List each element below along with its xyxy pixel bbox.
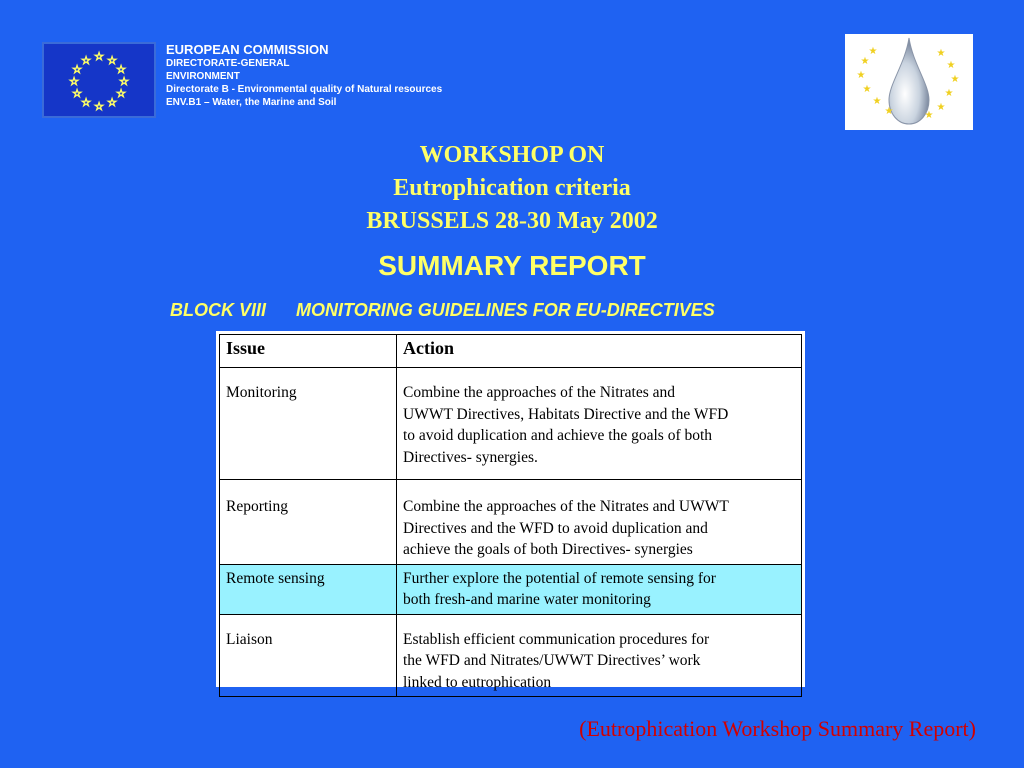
issue-cell: Remote sensing bbox=[220, 564, 397, 614]
issues-table-container bbox=[216, 331, 805, 691]
directorate-name: Directorate B - Environmental quality of Natural resources bbox=[166, 84, 443, 95]
issue-cell: Monitoring bbox=[220, 368, 397, 480]
action-line: Combine the approaches of the Nitrates and bbox=[403, 384, 676, 401]
svg-text:★: ★ bbox=[950, 74, 960, 85]
footer-caption: (Eutrophication Workshop Summary Report) bbox=[579, 716, 976, 741]
block-label: BLOCK VIII bbox=[170, 300, 267, 320]
svg-text:☆: ☆ bbox=[69, 76, 79, 88]
svg-text:★: ★ bbox=[936, 48, 946, 59]
table-row bbox=[220, 480, 802, 565]
action-line: Combine the approaches of the Nitrates and UWWT bbox=[403, 498, 729, 515]
org-name: EUROPEAN COMMISSION bbox=[166, 42, 329, 57]
workshop-location-date: BRUSSELS 28-30 May 2002 bbox=[366, 208, 658, 234]
table-row bbox=[220, 614, 802, 697]
table-row bbox=[220, 564, 802, 614]
action-line: Directives- synergies. bbox=[403, 448, 538, 466]
svg-text:★: ★ bbox=[856, 70, 866, 81]
action-cell bbox=[397, 614, 802, 697]
workshop-topic: Eutrophication criteria bbox=[393, 175, 631, 201]
action-cell bbox=[397, 480, 802, 565]
block-title: MONITORING GUIDELINES FOR EU-DIRECTIVES bbox=[296, 300, 715, 320]
dept-name: ENVIRONMENT bbox=[166, 71, 240, 82]
workshop-title: WORKSHOP ON bbox=[419, 142, 605, 168]
svg-text:☆: ☆ bbox=[119, 76, 129, 88]
svg-text:★: ★ bbox=[944, 88, 954, 99]
svg-text:★: ★ bbox=[884, 106, 894, 117]
svg-text:☆: ☆ bbox=[107, 55, 117, 67]
svg-text:★: ★ bbox=[868, 46, 878, 57]
action-line: to avoid duplication and achieve the goals of both bbox=[403, 427, 713, 444]
action-column-header: Action bbox=[397, 335, 802, 368]
svg-text:★: ★ bbox=[862, 84, 872, 95]
svg-text:☆: ☆ bbox=[72, 88, 82, 100]
svg-text:☆: ☆ bbox=[116, 88, 126, 100]
action-line: Further explore the potential of remote sensing for bbox=[403, 569, 716, 587]
water-drop-logo-icon bbox=[845, 34, 973, 130]
action-line: linked to eutrophication bbox=[403, 673, 552, 691]
block-heading bbox=[170, 300, 715, 321]
svg-text:☆: ☆ bbox=[116, 64, 126, 76]
table-row bbox=[220, 368, 802, 480]
action-line: UWWT Directives, Habitats Directive and the WFD bbox=[403, 405, 729, 423]
svg-text:☆: ☆ bbox=[81, 97, 91, 109]
action-line: achieve the goals of both Directives- synergies bbox=[403, 541, 693, 558]
svg-text:☆: ☆ bbox=[94, 51, 104, 63]
svg-text:★: ★ bbox=[860, 56, 870, 67]
svg-text:☆: ☆ bbox=[72, 64, 82, 76]
svg-text:★: ★ bbox=[936, 102, 946, 113]
issue-cell: Reporting bbox=[220, 480, 397, 565]
issue-column-header: Issue bbox=[220, 335, 397, 368]
issue-cell: Liaison bbox=[220, 614, 397, 697]
summary-heading: SUMMARY REPORT bbox=[378, 250, 646, 281]
action-line: Directives and the WFD to avoid duplication and bbox=[403, 519, 708, 537]
svg-text:★: ★ bbox=[872, 96, 882, 107]
unit-name: ENV.B1 – Water, the Marine and Soil bbox=[166, 97, 337, 108]
svg-text:☆: ☆ bbox=[81, 55, 91, 67]
action-cell bbox=[397, 564, 802, 614]
eu-flag-icon bbox=[42, 42, 156, 118]
svg-text:★: ★ bbox=[946, 60, 956, 71]
commission-header bbox=[166, 42, 442, 109]
svg-text:☆: ☆ bbox=[107, 97, 117, 109]
issues-table bbox=[219, 334, 802, 697]
action-line: Establish efficient communication procedures for bbox=[403, 630, 710, 648]
action-line: the WFD and Nitrates/UWWT Directives’ work bbox=[403, 652, 701, 669]
dg-name: DIRECTORATE-GENERAL bbox=[166, 58, 290, 69]
svg-text:☆: ☆ bbox=[94, 101, 104, 113]
action-cell bbox=[397, 368, 802, 480]
svg-text:★: ★ bbox=[924, 110, 934, 121]
action-line: both fresh-and marine water monitoring bbox=[403, 591, 651, 608]
